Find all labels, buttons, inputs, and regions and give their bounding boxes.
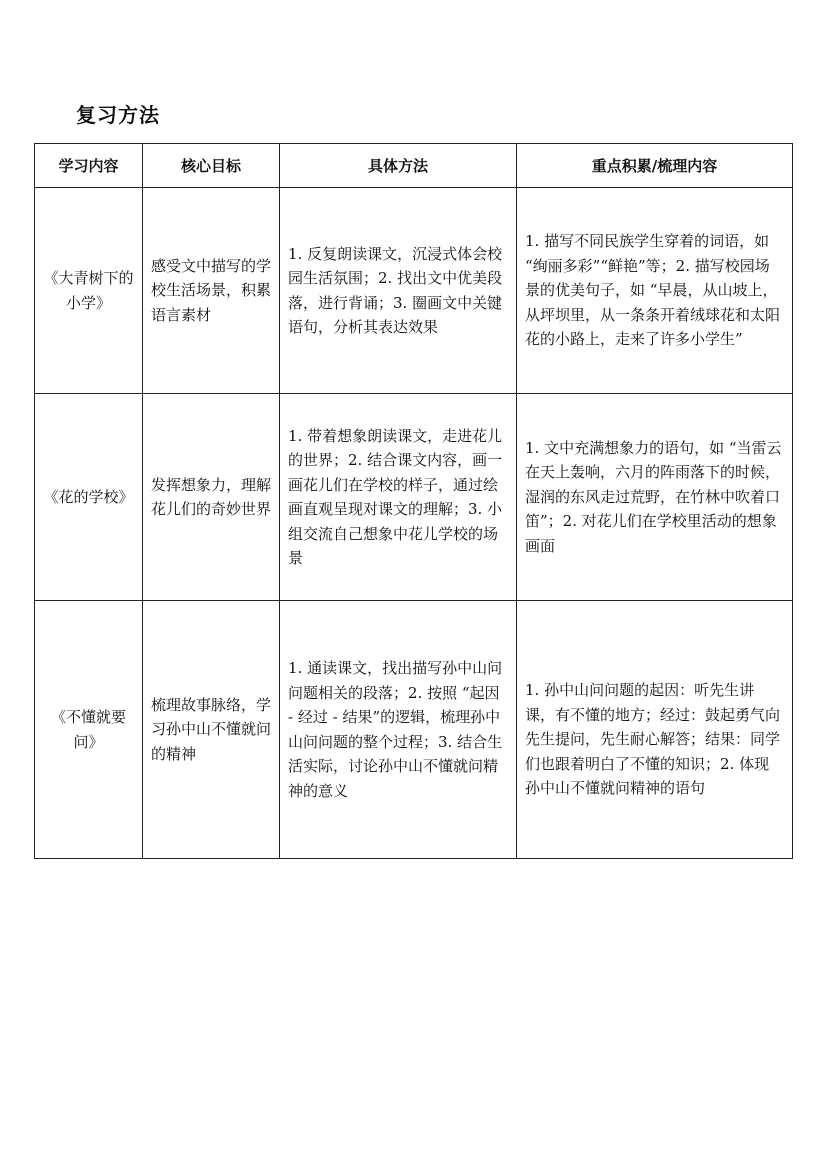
header-study-content: 学习内容 <box>35 144 143 188</box>
review-methods-table <box>34 143 793 859</box>
cell-study-content: 《大青树下的小学》 <box>35 188 143 394</box>
cell-study-content: 《花的学校》 <box>35 394 143 601</box>
cell-specific-method: 1. 反复朗读课文，沉浸式体会校园生活氛围；2. 找出文中优美段落，进行背诵；3. 圈画文中关键语句，分析其表达效果 <box>280 188 517 394</box>
table-row <box>35 601 793 859</box>
header-key-notes: 重点积累/梳理内容 <box>517 144 793 188</box>
cell-core-goal: 梳理故事脉络，学习孙中山不懂就问的精神 <box>143 601 280 859</box>
page-title: 复习方法 <box>76 103 160 127</box>
cell-key-notes: 1. 文中充满想象力的语句，如 “当雷云在天上轰响，六月的阵雨落下的时候，湿润的东风走过荒野，在竹林中吹着口笛”；2. 对花儿们在学校里活动的想象画面 <box>517 394 793 601</box>
table-header-row <box>35 144 793 188</box>
table-row <box>35 394 793 601</box>
cell-specific-method: 1. 带着想象朗读课文，走进花儿的世界；2. 结合课文内容，画一画花儿们在学校的样子，通过绘画直观呈现对课文的理解；3. 小组交流自己想象中花儿学校的场景 <box>280 394 517 601</box>
cell-specific-method: 1. 通读课文，找出描写孙中山问问题相关的段落；2. 按照 “起因 - 经过 - 结果”的逻辑，梳理孙中山问问题的整个过程；3. 结合生活实际，讨论孙中山不懂就问精神的意义 <box>280 601 517 859</box>
header-specific-method: 具体方法 <box>280 144 517 188</box>
cell-core-goal: 感受文中描写的学校生活场景，积累语言素材 <box>143 188 280 394</box>
cell-key-notes: 1. 描写不同民族学生穿着的词语，如 “绚丽多彩”“鲜艳”等；2. 描写校园场景的优美句子，如 “早晨，从山坡上，从坪坝里，从一条条开着绒球花和太阳花的小路上，走来了许多小学生” <box>517 188 793 394</box>
cell-core-goal: 发挥想象力，理解花儿们的奇妙世界 <box>143 394 280 601</box>
table-row <box>35 188 793 394</box>
cell-study-content: 《不懂就要问》 <box>35 601 143 859</box>
cell-key-notes: 1. 孙中山问问题的起因：听先生讲课，有不懂的地方；经过：鼓起勇气向先生提问，先生耐心解答；结果：同学们也跟着明白了不懂的知识；2. 体现孙中山不懂就问精神的语句 <box>517 601 793 859</box>
header-core-goal: 核心目标 <box>143 144 280 188</box>
